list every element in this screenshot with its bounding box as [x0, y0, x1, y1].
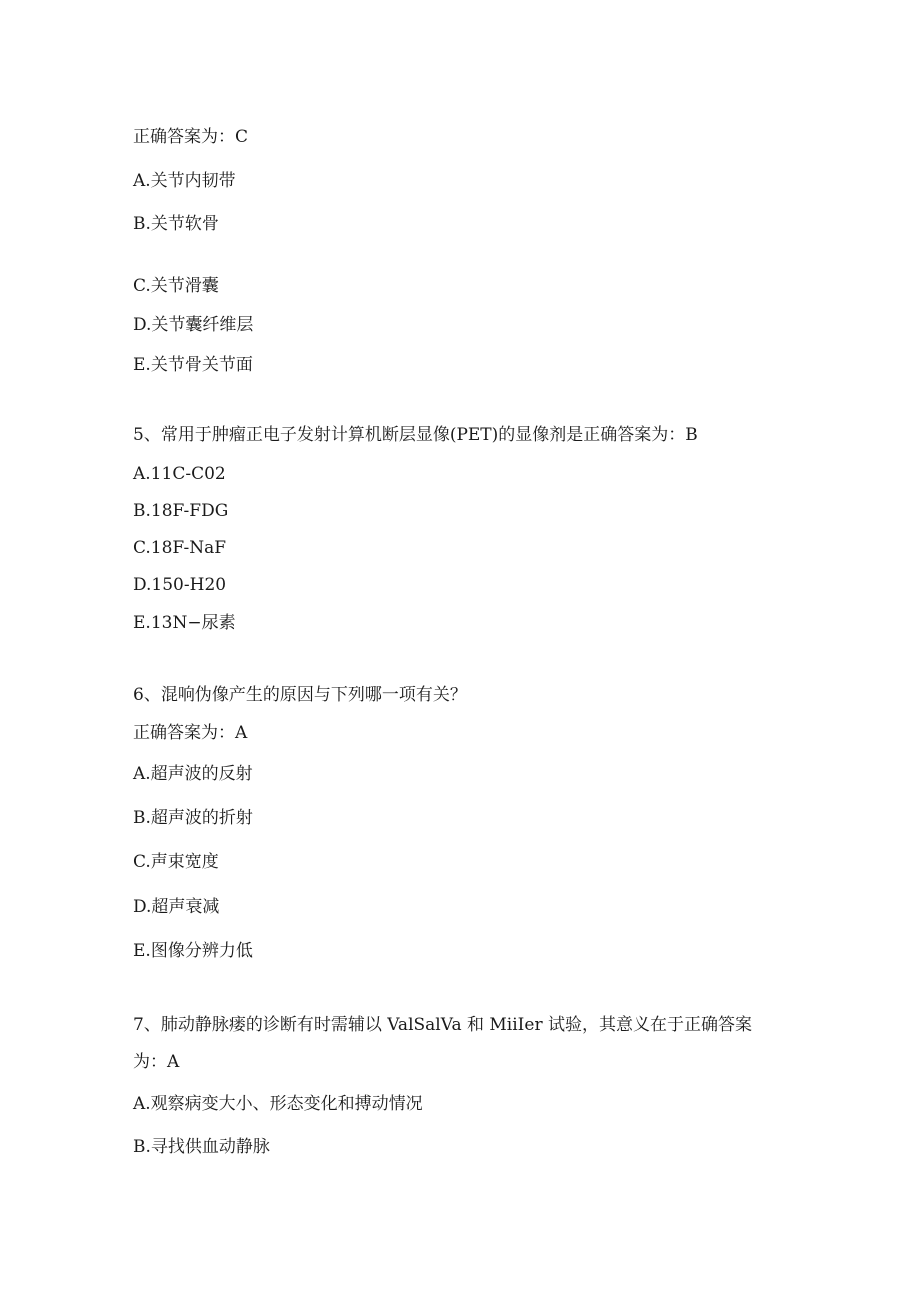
q6-option-d: D.超声衰减 [133, 897, 220, 917]
q6-option-a: A.超声波的反射 [133, 764, 253, 784]
q6-answer: 正确答案为：A [133, 723, 248, 743]
q4-answer: 正确答案为：C [133, 127, 249, 147]
q5-option-c: C.18F-NaF [133, 538, 227, 558]
q5-option-e: E.13N−尿素 [133, 613, 236, 633]
q7-option-b: B.寻找供血动静脉 [133, 1137, 270, 1157]
q5-option-b: B.18F-FDG [133, 501, 229, 521]
q4-option-d: D.关节囊纤维层 [133, 315, 254, 335]
q5-option-a: A.11C-C02 [133, 464, 226, 484]
q4-option-c: C.关节滑囊 [133, 276, 219, 296]
q7-question-line1: 7、肺动静脉瘘的诊断有时需辅以 ValSalVa 和 MiiIer 试验，其意义在于正确答案 [133, 1015, 752, 1035]
q7-question-line2: 为：A [133, 1052, 180, 1072]
q6-question: 6、混响伪像产生的原因与下列哪一项有关？ [133, 685, 467, 705]
q7-option-a: A.观察病变大小、形态变化和搏动情况 [133, 1094, 423, 1114]
q6-option-b: B.超声波的折射 [133, 808, 253, 828]
q6-option-c: C.声束宽度 [133, 852, 219, 872]
q5-option-d: D.150-H20 [133, 575, 227, 595]
q5-question: 5、常用于肿瘤正电子发射计算机断层显像(PET)的显像剂是正确答案为：B [133, 425, 698, 445]
q4-option-a: A.关节内韧带 [133, 171, 236, 191]
q4-option-e: E.关节骨关节面 [133, 355, 253, 375]
q6-option-e: E.图像分辨力低 [133, 941, 253, 961]
q4-option-b: B.关节软骨 [133, 214, 219, 234]
